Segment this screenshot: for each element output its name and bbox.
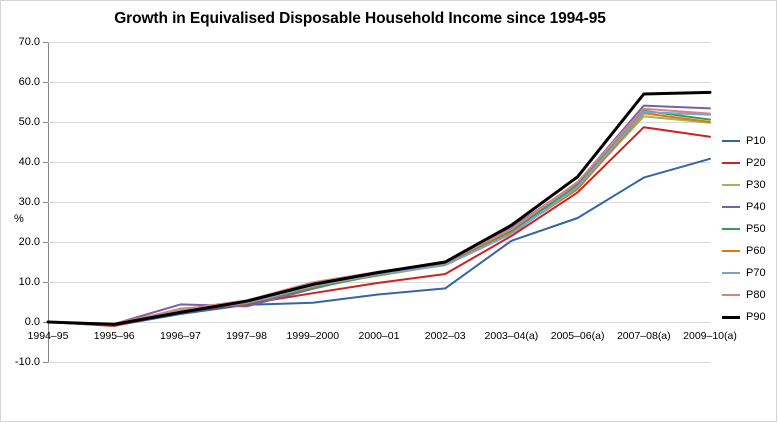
legend [722,130,774,328]
legend-item-p70[interactable] [722,262,774,284]
legend-label: P10 [746,135,766,147]
legend-item-p40[interactable] [722,196,774,218]
legend-label: P40 [746,201,766,213]
x-tick-label: 1999–2000 [286,330,340,342]
legend-item-p60[interactable] [722,240,774,262]
legend-label: P90 [746,311,766,323]
legend-item-p30[interactable] [722,174,774,196]
legend-swatch-icon [722,250,740,252]
y-tick-label: 40.0 [18,156,40,168]
y-tick-label: -10.0 [14,356,40,368]
legend-item-p10[interactable] [722,130,774,152]
series-lines [48,42,710,362]
legend-label: P60 [746,245,766,257]
x-tick-label: 1997–98 [226,330,268,342]
y-tick-label: 0.0 [24,316,40,328]
y-tick-label: 50.0 [18,116,40,128]
x-tick-label: 1996–97 [159,330,201,342]
series-line-p20 [48,127,710,326]
y-tick-label: 60.0 [18,76,40,88]
series-line-p90 [48,92,710,324]
legend-swatch-icon [722,316,740,319]
legend-label: P20 [746,157,766,169]
legend-label: P30 [746,179,766,191]
y-tick-label: 10.0 [18,276,40,288]
x-tick-label: 2005–06(a) [550,330,605,342]
x-tick-label: 1995–96 [93,330,135,342]
legend-swatch-icon [722,294,740,296]
legend-item-p50[interactable] [722,218,774,240]
chart-title: Growth in Equivalised Disposable Household Income since 1994-95 [114,10,606,27]
grid-line [48,362,710,363]
y-axis-tick [43,362,48,363]
x-tick-label: 2000–01 [358,330,400,342]
x-tick-label: 2007–08(a) [616,330,671,342]
legend-item-p80[interactable] [722,284,774,306]
x-tick-label: 2002–03 [424,330,466,342]
series-line-p10 [48,159,710,326]
x-tick-label: 2003–04(a) [484,330,539,342]
series-line-p80 [48,109,710,324]
y-tick-label: 30.0 [18,196,40,208]
legend-label: P70 [746,267,766,279]
legend-label: P50 [746,223,766,235]
y-tick-label: 20.0 [18,236,40,248]
legend-swatch-icon [722,140,740,142]
plot-area [14,36,737,368]
x-tick-label: 2009–10(a) [683,330,737,342]
legend-swatch-icon [722,228,740,230]
legend-label: P80 [746,289,766,301]
legend-swatch-icon [722,206,740,208]
x-tick-label: 1994–95 [27,330,69,342]
legend-swatch-icon [722,272,740,274]
legend-item-p20[interactable] [722,152,774,174]
legend-swatch-icon [722,162,740,164]
y-axis-title: % [14,213,24,225]
y-tick-label: 70.0 [18,36,40,48]
legend-swatch-icon [722,184,740,186]
series-line-p40 [48,106,710,324]
legend-item-p90[interactable] [722,306,774,328]
